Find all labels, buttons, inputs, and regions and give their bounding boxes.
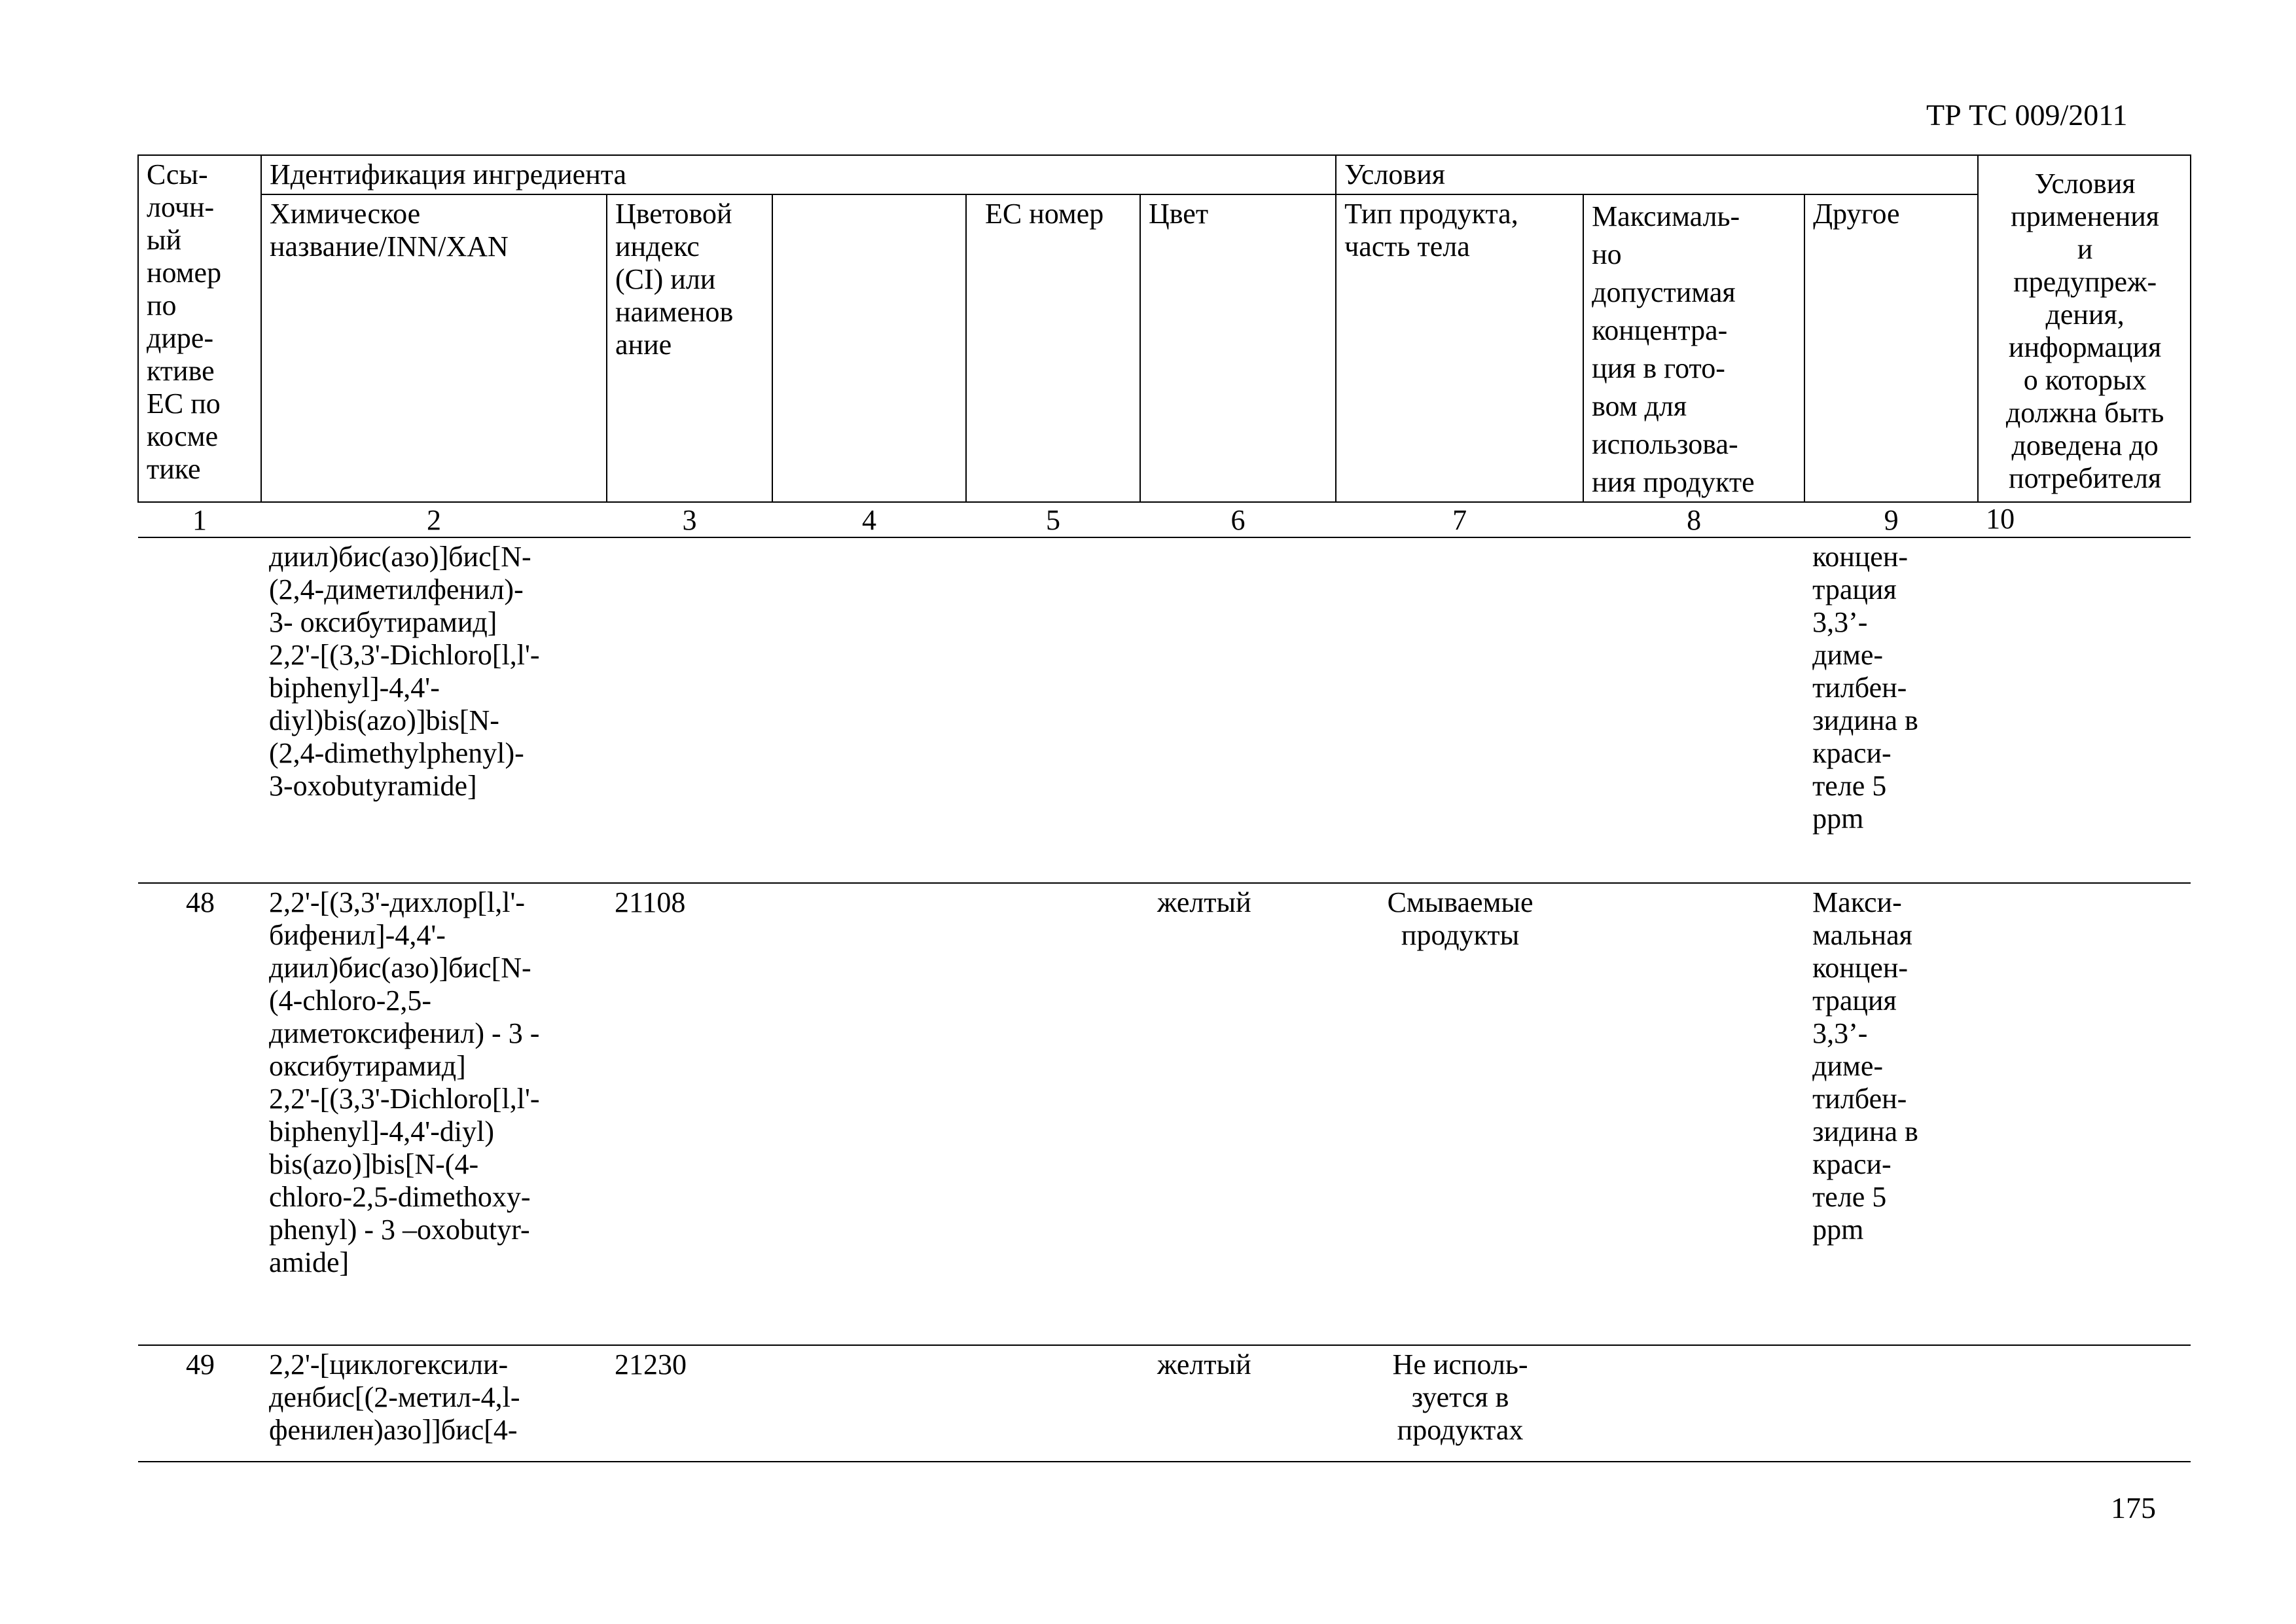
column-numbers-row [138,502,2191,537]
chemical-name-cell: 2,2'-[(3,3'-дихлор[l,l'- бифенил]-4,4'- диил)бис(азо)]бис[N- (4-chloro-2,5- диметоксифенил) - 3 - оксибутирамид] 2,2'-[(3,3'-Dichloro[l,l'- biphenyl]-4,4'-diyl) bis(azo)]bis[N-(4- chloro-2,5-dimethoxy- phenyl) - 3 –oxobutyr- amide] [261,883,607,1345]
product-type-cell: Не исполь- зуется в продуктах [1336,1345,1583,1462]
ref-number-cell: 48 [138,883,261,1345]
color-index-cell [607,537,772,883]
header-max-concentration: Максималь- но допустимая концентра- ция в гото- вом для использова- ния продукте [1583,194,1804,502]
header-group-identification: Идентификация ингредиента [261,155,1336,194]
column-number: 6 [1140,502,1336,537]
color-cell [1140,537,1336,883]
max-concentration-cell [1583,537,1804,883]
table-row [138,1345,2191,1462]
ec-number-cell [966,537,1140,883]
column-number: 8 [1583,502,1804,537]
table-row [138,883,2191,1345]
column-number: 2 [261,502,607,537]
other-cell: Макси- мальная концен- трация 3,3’- диме- тилбен- зидина в краси- теле 5 ppm [1804,883,1978,1345]
header-ec-number: ЕС номер [966,194,1140,502]
max-concentration-cell [1583,883,1804,1345]
column-number: 7 [1336,502,1583,537]
usage-conditions-cell [1978,537,2191,883]
product-type-cell [1336,537,1583,883]
page-number: 175 [2111,1491,2156,1525]
usage-conditions-cell [1978,1345,2191,1462]
header-usage-conditions: Условия применения и предупреж- дения, информация о которых должна быть доведена до потребителя [1978,155,2191,502]
header-group-conditions: Условия [1336,155,1978,194]
ec-number-cell [966,883,1140,1345]
color-cell: желтый [1140,883,1336,1345]
empty-cell [772,1345,966,1462]
column-number: 5 [966,502,1140,537]
max-concentration-cell [1583,1345,1804,1462]
column-number: 10 [1978,502,2191,537]
chemical-name-cell: диил)бис(азо)]бис[N- (2,4-диметилфенил)- 3- оксибутирамид] 2,2'-[(3,3'-Dichloro[l,l'- biphenyl]-4,4'- diyl)bis(azo)]bis[N- (2,4-dimethylphenyl)- 3-oxobutyramide] [269,541,540,802]
header-ref-number: Ссы- лочн- ый номер по дире- ктиве ЕС по косме тике [138,155,261,502]
ref-number-cell [138,537,261,883]
header-color: Цвет [1140,194,1336,502]
header-empty-column [772,194,966,502]
ref-number-cell: 49 [138,1345,261,1462]
color-index-cell: 21230 [607,1345,772,1462]
header-product-type: Тип продукта, часть тела [1336,194,1583,502]
empty-cell [772,537,966,883]
column-number: 4 [772,502,966,537]
header-chemical-name: Химическое название/INN/XAN [261,194,607,502]
color-index-cell: 21108 [607,883,772,1345]
table-row [138,537,2191,883]
product-type-cell: Смываемые продукты [1336,883,1583,1345]
column-number: 3 [607,502,772,537]
chemical-name-cell: 2,2'-[циклогексили- денбис[(2-метил-4,l- фенилен)азо]]бис[4- [261,1345,607,1462]
cosmetics-ingredients-table [137,154,2191,1462]
usage-conditions-cell [1978,883,2191,1345]
other-cell: концен- трация 3,3’- диме- тилбен- зидина в краси- теле 5 ppm [1812,541,1918,835]
color-cell: желтый [1140,1345,1336,1462]
other-cell [1804,1345,1978,1462]
document-code-header: ТР ТС 009/2011 [1926,98,2128,132]
header-other: Другое [1804,194,1978,502]
column-number: 1 [138,502,261,537]
column-number: 9 [1804,502,1978,537]
header-color-index: Цветовой индекс (CI) или наименов ание [607,194,772,502]
ec-number-cell [966,1345,1140,1462]
empty-cell [772,883,966,1345]
